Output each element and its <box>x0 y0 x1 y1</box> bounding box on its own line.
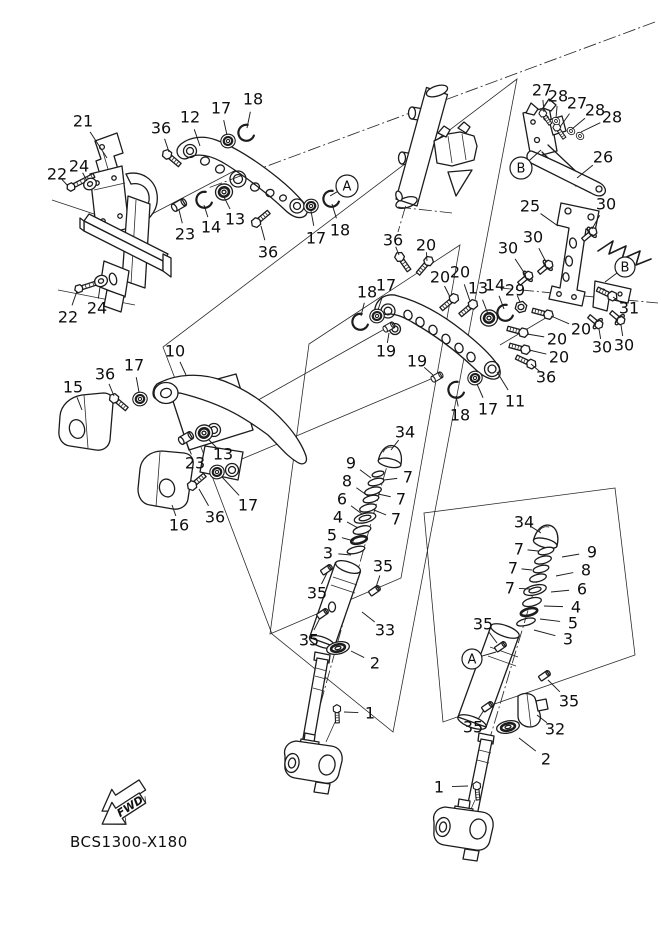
bolt-36-f <box>515 353 538 370</box>
part-callout-36: 36 <box>535 367 557 387</box>
part-callout-8: 8 <box>580 560 592 580</box>
construction-lines <box>52 22 658 845</box>
part-callout-11: 11 <box>504 391 526 411</box>
circlip-18-a <box>235 123 254 143</box>
part-callout-36: 36 <box>382 230 404 250</box>
part-callout-30: 30 <box>497 238 519 258</box>
cap-34-right <box>532 522 561 550</box>
part-callout-28: 28 <box>601 107 623 127</box>
part-callout-18: 18 <box>449 405 471 425</box>
part-callout-29: 29 <box>504 280 526 300</box>
part-callout-2: 2 <box>540 749 552 769</box>
leader-line-36 <box>261 226 265 240</box>
bolt-36-e <box>393 250 412 272</box>
leader-line-28 <box>572 118 585 129</box>
part-callout-20: 20 <box>429 267 451 287</box>
pin-35-b <box>368 585 381 596</box>
right-fork-tube <box>456 621 521 733</box>
leader-line-7 <box>519 588 530 589</box>
part-callout-16: 16 <box>168 515 190 535</box>
part-callout-18: 18 <box>356 282 378 302</box>
leader-line-8 <box>556 573 573 576</box>
part-callout-28: 28 <box>547 86 569 106</box>
part-callout-12: 12 <box>179 107 201 127</box>
part-callout-3: 3 <box>562 629 574 649</box>
leader-line-20 <box>551 316 569 324</box>
stay-bracket-25 <box>549 203 599 306</box>
part-callout-35: 35 <box>558 691 580 711</box>
leader-line-7 <box>384 478 397 480</box>
part-callout-30: 30 <box>595 194 617 214</box>
leader-line-3 <box>534 630 555 636</box>
upper-bracket-arm-12 <box>177 137 307 217</box>
part-callout-2: 2 <box>369 653 381 673</box>
leader-line-4 <box>544 606 563 607</box>
part-callout-3: 3 <box>322 543 334 563</box>
part-callout-4: 4 <box>570 597 582 617</box>
part-callout-20: 20 <box>415 235 437 255</box>
circlip-18-d <box>445 380 464 400</box>
part-callout-36: 36 <box>204 507 226 527</box>
part-callout-10: 10 <box>164 341 186 361</box>
bolt-1-left <box>333 705 341 724</box>
leader-line-36 <box>199 489 209 506</box>
circlip-14-a <box>193 190 212 210</box>
part-callout-26: 26 <box>592 147 614 167</box>
part-callout-19: 19 <box>406 351 428 371</box>
bolt1-axis-left <box>326 722 335 742</box>
pin-35-e <box>538 670 551 681</box>
part-callout-17: 17 <box>123 355 145 375</box>
part-callout-22: 22 <box>57 307 79 327</box>
leader-line-20 <box>445 286 451 297</box>
part-callout-7: 7 <box>504 578 516 598</box>
part-callout-20: 20 <box>570 319 592 339</box>
leader-line-7 <box>378 494 391 497</box>
leader-line-33 <box>362 612 375 622</box>
leader-line-17 <box>477 384 483 398</box>
bolt-20-f <box>508 341 531 355</box>
part-callout-4: 4 <box>332 507 344 527</box>
leader-line-28 <box>581 123 600 132</box>
fwd-arrow <box>89 774 155 835</box>
part-callout-18: 18 <box>329 220 351 240</box>
part-callout-32: 32 <box>544 719 566 739</box>
part-callout-7: 7 <box>390 509 402 529</box>
part-callout-17: 17 <box>477 399 499 419</box>
lower-bracket-arm-11 <box>375 295 500 379</box>
part-callout-17: 17 <box>375 275 397 295</box>
part-callout-13: 13 <box>212 444 234 464</box>
part-callout-20: 20 <box>548 347 570 367</box>
part-callout-6: 6 <box>576 579 588 599</box>
part-callout-14: 14 <box>200 217 222 237</box>
part-callout-35: 35 <box>372 556 394 576</box>
leader-line-24 <box>98 287 100 299</box>
part-callout-36: 36 <box>94 364 116 384</box>
left-lower-leg <box>283 733 342 794</box>
part-callout-17: 17 <box>237 495 259 515</box>
fwd-label: FWD <box>114 793 146 820</box>
leader-line-1 <box>452 786 468 787</box>
bearing-2-right <box>496 719 521 736</box>
part-callout-5: 5 <box>326 525 338 545</box>
ref-leader-B <box>605 273 617 282</box>
part-callout-35: 35 <box>462 717 484 737</box>
part-callout-21: 21 <box>72 111 94 131</box>
part-callout-30: 30 <box>613 335 635 355</box>
part-callout-20: 20 <box>449 262 471 282</box>
part-callout-35: 35 <box>306 583 328 603</box>
leader-line-2 <box>519 738 536 751</box>
part-callout-25: 25 <box>519 196 541 216</box>
cap-34-left <box>377 443 404 469</box>
part-callout-30: 30 <box>522 227 544 247</box>
leader-line-11 <box>497 372 508 390</box>
part-callout-7: 7 <box>513 539 525 559</box>
part-callout-13: 13 <box>467 278 489 298</box>
right-fork-assembly <box>434 522 562 861</box>
leader-line-17 <box>136 377 139 392</box>
part-callout-33: 33 <box>374 620 396 640</box>
leader-line-30 <box>515 259 525 274</box>
part-callout-7: 7 <box>402 467 414 487</box>
frame-steering-head-tube <box>394 83 477 211</box>
callout-layer <box>47 81 639 797</box>
leader-line-25 <box>541 214 558 226</box>
part-callout-7: 7 <box>395 489 407 509</box>
part-callout-1: 1 <box>364 703 376 723</box>
part-callout-7: 7 <box>507 558 519 578</box>
leader-line-6 <box>551 590 569 592</box>
bolt-36-b <box>250 209 272 229</box>
ref-letter-A: A <box>342 179 352 195</box>
washer-28-c <box>575 131 586 141</box>
part-callout-1: 1 <box>433 777 445 797</box>
leader-line-17 <box>311 211 314 226</box>
ref-leader-A <box>330 192 338 196</box>
ref-letter-B: B <box>516 161 526 177</box>
leader-line-9 <box>360 470 371 478</box>
part-callout-27: 27 <box>531 80 553 100</box>
part-callout-9: 9 <box>586 542 598 562</box>
leader-line-1 <box>344 712 358 713</box>
part-callout-5: 5 <box>567 613 579 633</box>
part-callout-27: 27 <box>566 93 588 113</box>
part-callout-34: 34 <box>513 512 535 532</box>
part-callout-19: 19 <box>375 341 397 361</box>
leader-line-17 <box>224 120 227 135</box>
bolt-20-c <box>458 298 480 318</box>
part-callout-15: 15 <box>62 377 84 397</box>
part-callout-31: 31 <box>618 298 640 318</box>
right-lower-leg <box>434 799 494 861</box>
frame-mount-bracket <box>434 132 477 166</box>
leader-line-2 <box>351 651 364 658</box>
diagram-code: BCS1300-X180 <box>70 833 188 851</box>
leader-line-10 <box>180 362 186 375</box>
part-callout-24: 24 <box>86 298 108 318</box>
part-callout-23: 23 <box>184 453 206 473</box>
cover-15 <box>59 393 113 450</box>
part-callout-36: 36 <box>257 242 279 262</box>
part-callout-24: 24 <box>68 156 90 176</box>
part-callout-6: 6 <box>336 489 348 509</box>
part-callout-14: 14 <box>484 275 506 295</box>
part-callout-22: 22 <box>46 164 68 184</box>
part-callout-34: 34 <box>394 422 416 442</box>
bolt-20-e <box>506 324 529 338</box>
bolt-20-d <box>531 306 554 320</box>
part-callout-20: 20 <box>546 329 568 349</box>
leader-line-30 <box>621 325 623 336</box>
part-callout-9: 9 <box>345 453 357 473</box>
part-callout-17: 17 <box>210 98 232 118</box>
part-callout-17: 17 <box>305 228 327 248</box>
leader-line-7 <box>528 550 538 551</box>
bearing-17-c <box>131 391 148 408</box>
part-callout-28: 28 <box>584 100 606 120</box>
leader-line-23 <box>179 210 182 223</box>
leader-line-20 <box>529 350 546 354</box>
clamp-32 <box>518 694 548 727</box>
part-callout-36: 36 <box>150 118 172 138</box>
ref-letter-A: A <box>467 652 477 668</box>
leader-line-20 <box>527 334 544 337</box>
leader-line-30 <box>539 248 546 262</box>
frame-gusset <box>448 170 472 196</box>
leader-line-7 <box>522 569 532 570</box>
leader-line-5 <box>540 619 560 621</box>
part-callout-23: 23 <box>174 224 196 244</box>
leader-line-28 <box>556 106 557 118</box>
bearing-13-c <box>479 308 500 328</box>
part-callout-35: 35 <box>298 630 320 650</box>
nut-29 <box>514 301 528 314</box>
leader-line-9 <box>562 554 579 557</box>
ref-letter-B: B <box>620 260 630 276</box>
part-callout-35: 35 <box>472 614 494 634</box>
part-callout-8: 8 <box>341 471 353 491</box>
part-callout-30: 30 <box>591 337 613 357</box>
part-callout-18: 18 <box>242 89 264 109</box>
leader-line-18 <box>247 112 250 128</box>
collar-19-b <box>430 371 444 383</box>
part-callout-13: 13 <box>224 209 246 229</box>
left-stem-stack <box>346 470 384 555</box>
